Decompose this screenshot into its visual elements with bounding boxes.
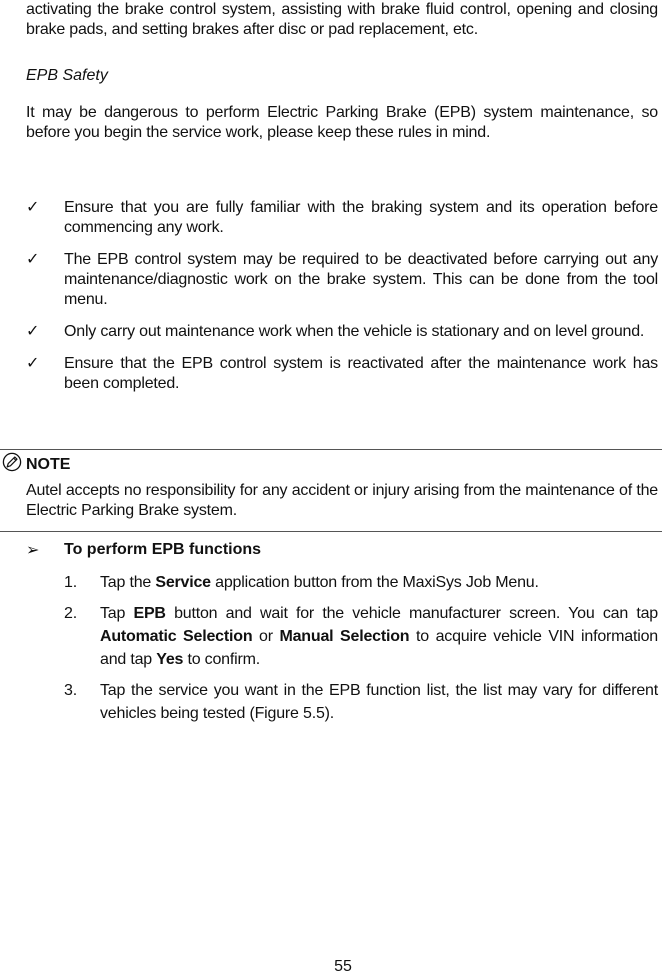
ui-term: Service	[155, 574, 211, 591]
safety-checklist	[26, 198, 658, 406]
check-icon: ✓	[26, 353, 40, 372]
procedure-step: 3. Tap the service you want in the EPB function list, the list may vary for different vehicles being tested (Figure 5.5).	[64, 679, 658, 725]
note-title: NOTE	[26, 456, 71, 473]
pencil-icon	[2, 452, 22, 472]
step-number: 3.	[64, 682, 77, 699]
ui-term: Yes	[156, 651, 184, 668]
ui-term: EPB	[133, 605, 166, 622]
ui-term: Manual Selection	[279, 628, 410, 645]
checklist-item	[26, 250, 658, 310]
procedure-step: 1. Tap the Service application button from the MaxiSys Job Menu.	[64, 571, 658, 594]
note-text: Autel accepts no responsibility for any accident or injury arising from the maintenance of the Electric Parking Brake system.	[26, 482, 658, 519]
ui-term: Automatic Selection	[100, 628, 253, 645]
check-icon: ✓	[26, 249, 40, 268]
intro-paragraph: activating the brake control system, assisting with brake fluid control, opening and closing brake pads, and setting brakes after disc or pad replacement, etc.	[26, 1, 658, 38]
note-box	[0, 449, 662, 532]
arrow-bullet-icon: ➢	[26, 540, 40, 559]
page-number: 55	[334, 958, 352, 975]
checklist-item	[26, 354, 658, 394]
checklist-item-text: The EPB control system may be required to be deactivated before carrying out any maintenance/diagnostic work on the brake system. This can be done from the tool menu.	[64, 251, 658, 308]
check-icon: ✓	[26, 197, 40, 216]
procedure-step: 2. Tap EPB button and wait for the vehicle manufacturer screen. You can tap Automatic Selection or Manual Selection to acquire vehicle VIN information and tap Yes to confirm.	[64, 602, 658, 671]
checklist-item	[26, 198, 658, 238]
check-icon: ✓	[26, 321, 40, 340]
step-number: 1.	[64, 574, 77, 591]
procedure-steps	[64, 571, 658, 733]
step-number: 2.	[64, 605, 77, 622]
safety-intro-paragraph: It may be dangerous to perform Electric Parking Brake (EPB) system maintenance, so before you begin the service work, please keep these rules in mind.	[26, 104, 658, 141]
section-title: EPB Safety	[26, 67, 108, 84]
checklist-item	[26, 322, 658, 342]
checklist-item-text: Ensure that you are fully familiar with the braking system and its operation before commencing any work.	[64, 199, 658, 236]
checklist-item-text: Only carry out maintenance work when the vehicle is stationary and on level ground.	[64, 323, 645, 340]
checklist-item-text: Ensure that the EPB control system is reactivated after the maintenance work has been completed.	[64, 355, 658, 392]
procedure-title: To perform EPB functions	[64, 541, 262, 558]
